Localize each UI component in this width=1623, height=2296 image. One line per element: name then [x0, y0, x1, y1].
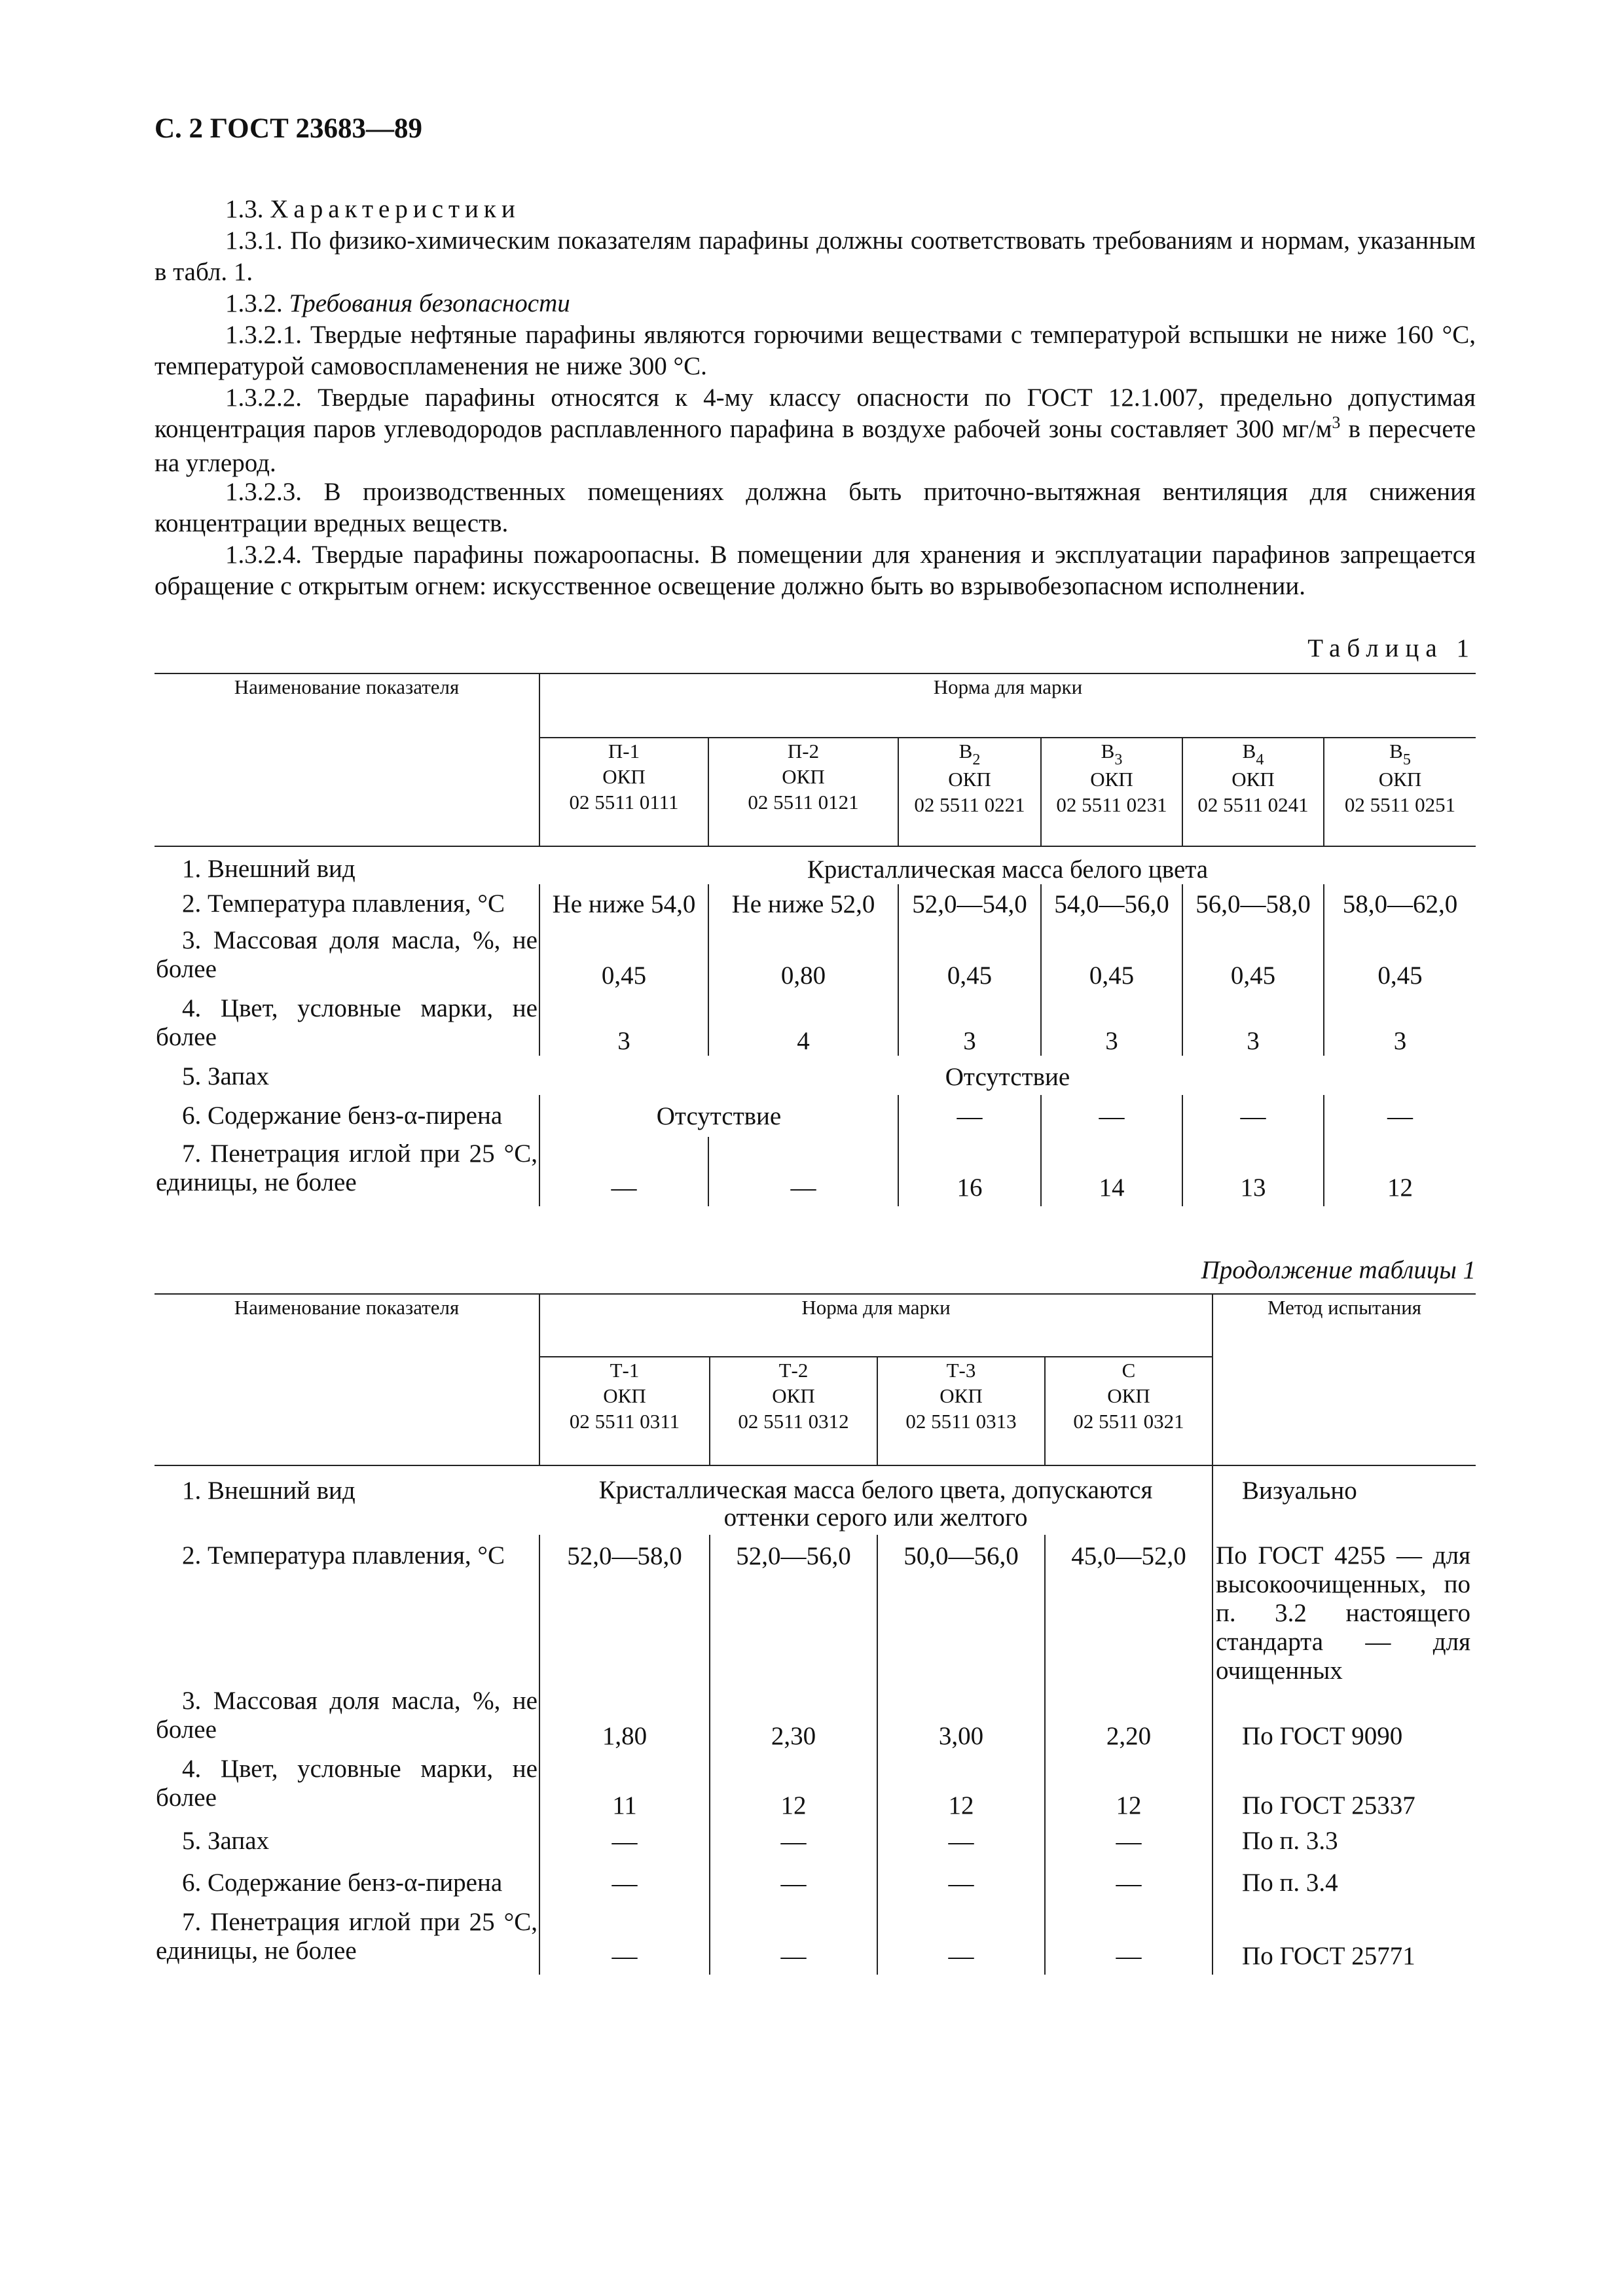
cell-value: —: [539, 1137, 708, 1206]
paragraph-1-3-2-1: 1.3.2.1. Твердые нефтяные парафины являются горючими веществами с температурой вспышки не ниже 160 °С, температурой самовоспламенения не ниже 300 °С.: [155, 321, 1476, 380]
table-row: [155, 1751, 1476, 1820]
paragraph-number: 1.3.2.: [225, 289, 283, 317]
grade-header: $В_3$ ОКП 02 5511 0231: [1041, 738, 1182, 846]
cell-value: 12: [710, 1751, 877, 1820]
grade-header: $В_4$ ОКП 02 5511 0241: [1182, 738, 1324, 846]
cell-value: Не ниже 52,0: [708, 884, 898, 924]
cell-value: —: [710, 1904, 877, 1975]
cell-value: 0,45: [1324, 924, 1476, 990]
cell-value: —: [539, 1861, 710, 1904]
cell-value: 0,45: [1041, 924, 1182, 990]
paragraph-1-3-2-3: 1.3.2.3. В производственных помещениях должна быть приточно-вытяжная вентиляция для снижения концентрации вредных веществ.: [155, 478, 1476, 537]
cell-value: 52,0—56,0: [710, 1535, 877, 1687]
cell-value: 0,80: [708, 924, 898, 990]
row-label: 1. Внешний вид: [182, 855, 356, 883]
superscript: 3: [1332, 413, 1341, 432]
cell-value: 3,00: [877, 1687, 1045, 1751]
cell-value: —: [877, 1904, 1045, 1975]
cell-value: 12: [1324, 1137, 1476, 1206]
cell-value: 0,45: [898, 924, 1041, 990]
column-header-name: Наименование показателя: [155, 673, 539, 846]
row-label: 3. Массовая доля масла, %, не более: [156, 1687, 538, 1744]
grade-header: С ОКП 02 5511 0321: [1045, 1357, 1213, 1465]
cell-value: —: [710, 1861, 877, 1904]
table-row: [155, 1687, 1476, 1751]
cell-value: 11: [539, 1751, 710, 1820]
method-cell: По п. 3.3: [1213, 1820, 1476, 1861]
cell-value: —: [710, 1820, 877, 1861]
table-row: [155, 1056, 1476, 1095]
table-row: [155, 1465, 1476, 1535]
table-row: [155, 1095, 1476, 1137]
table-row: [155, 924, 1476, 990]
row-label: 4. Цвет, условные марки, не более: [156, 994, 538, 1051]
cell-value: 3: [1182, 990, 1324, 1056]
cell-value: 54,0—56,0: [1041, 884, 1182, 924]
table-row: [155, 1535, 1476, 1687]
grade-header: Т-3 ОКП 02 5511 0313: [877, 1357, 1045, 1465]
cell-value: 14: [1041, 1137, 1182, 1206]
row-value: Отсутствие: [539, 1095, 898, 1137]
cell-value: 0,45: [1182, 924, 1324, 990]
cell-value: 13: [1182, 1137, 1324, 1206]
cell-value: 58,0—62,0: [1324, 884, 1476, 924]
method-cell: По п. 3.4: [1213, 1861, 1476, 1904]
cell-value: 12: [877, 1751, 1045, 1820]
paragraph-1-3-2-4: 1.3.2.4. Твердые парафины пожароопасны. В помещении для хранения и эксплуатации парафинов запрещается обращение с открытым огнем: искусственное освещение должно быть во взрывобезопасном исполнении.: [155, 541, 1476, 600]
grade-header: П-2 ОКП 02 5511 0121: [708, 738, 898, 846]
method-cell: По ГОСТ 25771: [1213, 1904, 1476, 1975]
row-label: 6. Содержание бенз-α-пирена: [182, 1869, 503, 1897]
table-caption: Таблица 1: [1307, 634, 1476, 662]
table-row: [155, 846, 1476, 884]
cell-value: 3: [1041, 990, 1182, 1056]
row-label: 5. Запах: [182, 1827, 270, 1855]
cell-value: —: [1041, 1095, 1182, 1137]
cell-value: 45,0—52,0: [1045, 1535, 1213, 1687]
cell-value: Не ниже 54,0: [539, 884, 708, 924]
cell-value: 3: [539, 990, 708, 1056]
column-header-group: Норма для марки: [539, 1294, 1213, 1357]
cell-value: 4: [708, 990, 898, 1056]
method-cell: По ГОСТ 25337: [1213, 1751, 1476, 1820]
paragraph-text: 1.3.2.2. Твердые парафины относятся к 4-му классу опасности по ГОСТ 12.1.007, предельно допустимая концентрация паров углеводородов расплавленного парафина в воздухе рабочей зоны составляет 300 мг/м: [155, 384, 1476, 443]
table-row: [155, 1820, 1476, 1861]
section-heading-1-3: [155, 194, 1476, 225]
cell-value: —: [1045, 1904, 1213, 1975]
row-label: 1. Внешний вид: [182, 1477, 356, 1505]
cell-value: —: [898, 1095, 1041, 1137]
section-number: 1.3.: [225, 195, 264, 223]
row-value: Кристаллическая масса белого цвета: [807, 855, 1209, 884]
method-cell: По ГОСТ 4255 — для высокоочищенных, по п. 3.2 настоящего стандарта — для очищенных: [1213, 1535, 1476, 1687]
cell-value: —: [539, 1904, 710, 1975]
column-header-method: Метод испытания: [1213, 1294, 1476, 1465]
cell-value: —: [1045, 1861, 1213, 1904]
method-cell: По ГОСТ 9090: [1213, 1687, 1476, 1751]
cell-value: 50,0—56,0: [877, 1535, 1045, 1687]
cell-value: 3: [1324, 990, 1476, 1056]
grade-header: П-1 ОКП 02 5511 0111: [539, 738, 708, 846]
table-1-continuation: [155, 1293, 1476, 1975]
cell-value: 2,20: [1045, 1687, 1213, 1751]
cell-value: 3: [898, 990, 1041, 1056]
row-value: Кристаллическая масса белого цвета, допускаются оттенки серого или желтого: [598, 1476, 1153, 1532]
cell-value: —: [539, 1820, 710, 1861]
row-label: 7. Пенетрация иглой при 25 °С, единицы, не более: [156, 1908, 538, 1965]
table-row: [155, 1904, 1476, 1975]
table-row: [155, 884, 1476, 924]
cell-value: —: [708, 1137, 898, 1206]
table-row: [155, 1137, 1476, 1206]
row-value: Отсутствие: [945, 1063, 1070, 1091]
cell-value: —: [877, 1820, 1045, 1861]
grade-header: $В_5$ ОКП 02 5511 0251: [1324, 738, 1476, 846]
grade-header: Т-2 ОКП 02 5511 0312: [710, 1357, 877, 1465]
row-label: 3. Массовая доля масла, %, не более: [156, 926, 538, 983]
cell-value: 2,30: [710, 1687, 877, 1751]
cell-value: 56,0—58,0: [1182, 884, 1324, 924]
row-label: 2. Температура плавления, °С: [182, 889, 505, 918]
paragraph-1-3-2-2: [155, 382, 1476, 479]
grade-header: $В_2$ ОКП 02 5511 0221: [898, 738, 1041, 846]
row-label: 2. Температура плавления, °С: [182, 1541, 505, 1570]
cell-value: 52,0—58,0: [539, 1535, 710, 1687]
table-continuation-caption: Продолжение таблицы 1: [1201, 1256, 1476, 1284]
section-title: Характеристики: [270, 195, 520, 223]
table-1: [155, 673, 1476, 1206]
grade-header: Т-1 ОКП 02 5511 0311: [539, 1357, 710, 1465]
cell-value: 52,0—54,0: [898, 884, 1041, 924]
column-header-group: Норма для марки: [539, 673, 1476, 738]
cell-value: —: [877, 1861, 1045, 1904]
cell-value: 1,80: [539, 1687, 710, 1751]
cell-value: 12: [1045, 1751, 1213, 1820]
paragraph-1-3-2: [155, 288, 1476, 319]
table-row: [155, 1861, 1476, 1904]
column-header-name: Наименование показателя: [155, 1294, 539, 1465]
cell-value: —: [1324, 1095, 1476, 1137]
table-row: [155, 990, 1476, 1056]
row-label: 7. Пенетрация иглой при 25 °С, единицы, не более: [156, 1139, 538, 1196]
row-label: 4. Цвет, условные марки, не более: [156, 1755, 538, 1812]
paragraph-title: Требования безопасности: [289, 289, 570, 317]
paragraph-1-3-1: 1.3.1. По физико-химическим показателям парафины должны соответствовать требованиям и нормам, указанным в табл. 1.: [155, 226, 1476, 286]
row-label: 6. Содержание бенз-α-пирена: [182, 1102, 503, 1130]
page-header: С. 2 ГОСТ 23683—89: [155, 113, 423, 144]
row-label: 5. Запах: [182, 1062, 270, 1090]
paragraph-text-end: в пересчете на углерод.: [155, 415, 1476, 477]
method-cell: Визуально: [1213, 1465, 1476, 1535]
cell-value: 16: [898, 1137, 1041, 1206]
cell-value: —: [1045, 1820, 1213, 1861]
cell-value: —: [1182, 1095, 1324, 1137]
cell-value: 0,45: [539, 924, 708, 990]
